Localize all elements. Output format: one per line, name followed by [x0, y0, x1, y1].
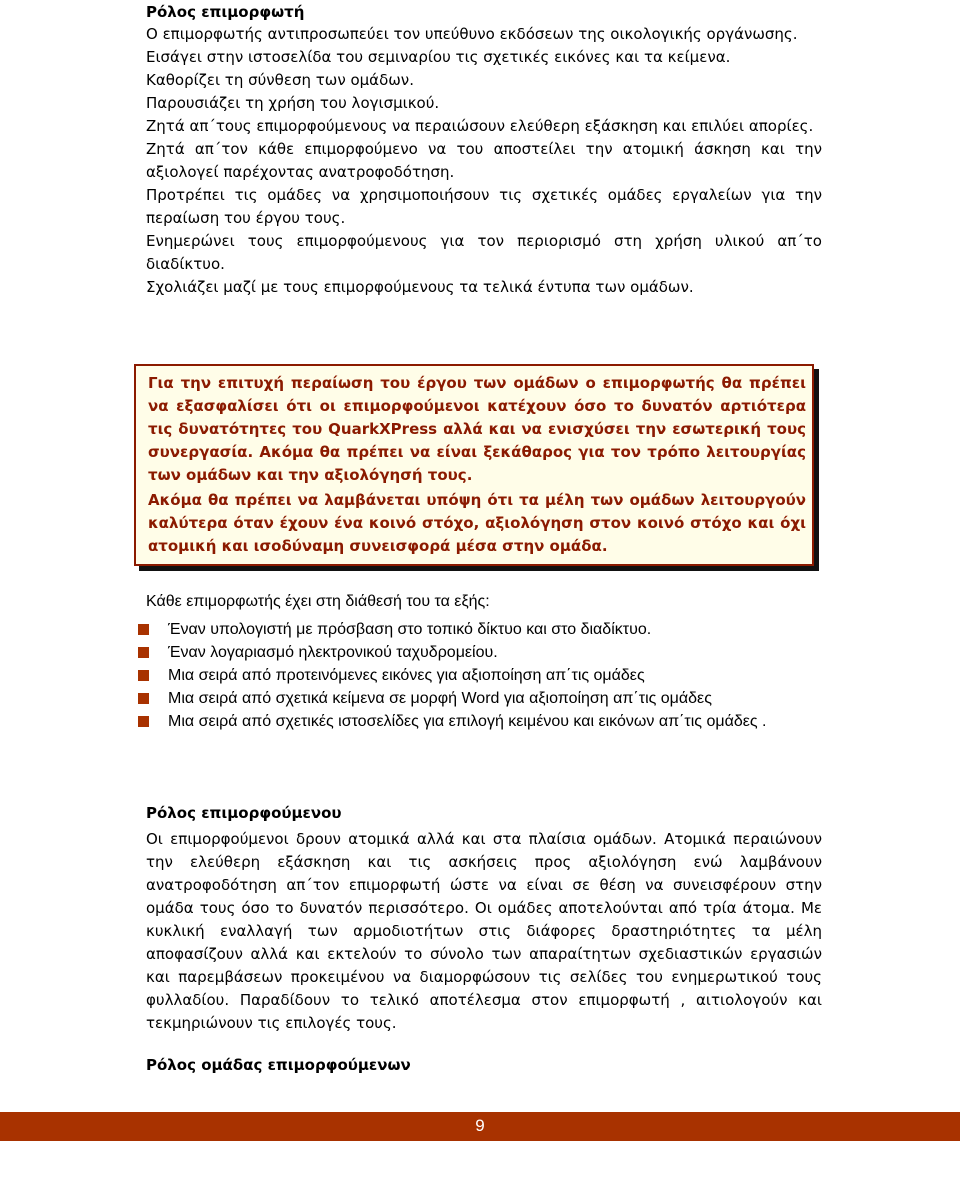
- trainee-group-role-section: [146, 1054, 822, 1076]
- resources-intro: Κάθε επιμορφωτής έχει στη διάθεσή του τα εξής:: [146, 593, 490, 610]
- list-item: [146, 641, 822, 664]
- trainer-role-paragraph: Σχολιάζει μαζί με τους επιμορφούμενους τα τελικά έντυπα των ομάδων.: [146, 278, 694, 296]
- square-bullet-icon: [138, 693, 149, 704]
- list-item-text: Μια σειρά από προτεινόμενες εικόνες για αξιοποίηση απ΄τις ομάδες: [168, 667, 645, 684]
- list-item: [146, 710, 822, 733]
- callout-paragraph: Για την επιτυχή περαίωση του έργου των ομάδων ο επιμορφωτής θα πρέπει να εξασφαλίσει ότι οι επιμορφούμενοι κατέχουν όσο το δυνατόν αρτιότερα τις δυνατότητες του QuarkXPress αλλά και να ενισχύσει την εσωτερική τους συνεργασία. Ακόμα θα πρέπει να είναι ξεκάθαρος για τον τρόπο λειτουργίας των ομάδων και την αξιολόγησή τους.: [148, 374, 806, 484]
- trainer-role-paragraph: Παρουσιάζει τη χρήση του λογισμικού.: [146, 94, 440, 112]
- square-bullet-icon: [138, 716, 149, 727]
- trainer-role-paragraph: Ζητά απ΄τους επιμορφούμενους να περαιώσουν ελεύθερη εξάσκηση και επιλύει απορίες.: [146, 117, 814, 135]
- list-item: [146, 687, 822, 710]
- callout-box: [134, 364, 814, 566]
- list-item: [146, 664, 822, 687]
- square-bullet-icon: [138, 624, 149, 635]
- square-bullet-icon: [138, 670, 149, 681]
- trainer-role-paragraph: Ζητά απ΄τον κάθε επιμορφούμενο να του αποστείλει την ατομική άσκηση και την αξιολογεί παρέχοντας ανατροφοδότηση.: [146, 140, 822, 181]
- callout-paragraph: Ακόμα θα πρέπει να λαμβάνεται υπόψη ότι τα μέλη των ομάδων λειτουργούν καλύτερα όταν έχουν ένα κοινό στόχο, αξιολόγηση στον κοινό στόχο και όχι ατομική και ισοδύναμη συνεισφορά μέσα στην ομάδα.: [148, 491, 806, 555]
- resources-list: [146, 618, 822, 733]
- trainer-role-paragraph: Καθορίζει τη σύνθεση των ομάδων.: [146, 71, 414, 89]
- trainer-role-heading: Ρόλος επιμορφωτή: [146, 3, 305, 21]
- list-item-text: Έναν λογαριασμό ηλεκτρονικού ταχυδρομείου.: [168, 644, 498, 661]
- trainee-role-heading: Ρόλος επιμορφούμενου: [146, 804, 342, 822]
- trainer-resources-section: [146, 590, 822, 733]
- footer-bar: [0, 1112, 960, 1141]
- list-item-text: Μια σειρά από σχετικά κείμενα σε μορφή Word για αξιοποίηση απ΄τις ομάδες: [168, 690, 712, 707]
- list-item: [146, 618, 822, 641]
- trainee-role-section: [146, 802, 822, 1035]
- trainer-role-section: [146, 0, 822, 299]
- trainee-role-body: Οι επιμορφούμενοι δρουν ατομικά αλλά και στα πλαίσια ομάδων. Ατομικά περαιώνουν την ελεύθερη εξάσκηση και τις ασκήσεις προς αξιολόγηση ενώ λαμβάνουν ανατροφοδότηση απ΄τον επιμορφωτή ώστε να είναι σε θέση να συνεισφέρουν στην ομάδα τους όσο το δυνατόν περισσότερο. Οι ομάδες αποτελούνται από τρία άτομα. Με κυκλική εναλλαγή των αρμοδιοτήτων στις διάφορες δραστηριότητες τα μέλη αποφασίζουν αλλά και εκτελούν το σύνολο των απαραίτητων σχεδιαστικών εργασιών και παρεμβάσεων προκειμένου να διαμορφώσουν τις σελίδες του ενημερωτικού τους φυλλαδίου. Παραδίδουν το τελικό αποτέλεσμα στον επιμορφωτή , αιτιολογούν και τεκμηριώνουν τις επιλογές τους.: [146, 830, 822, 1032]
- trainee-group-role-heading: Ρόλος ομάδας επιμορφούμενων: [146, 1056, 411, 1074]
- list-item-text: Έναν υπολογιστή με πρόσβαση στο τοπικό δίκτυο και στο διαδίκτυο.: [168, 621, 652, 638]
- trainer-role-paragraph: Εισάγει στην ιστοσελίδα του σεμιναρίου τις σχετικές εικόνες και τα κείμενα.: [146, 48, 731, 66]
- trainer-role-paragraph: Ενημερώνει τους επιμορφούμενους για τον περιορισμό στη χρήση υλικού απ΄το διαδίκτυο.: [146, 232, 822, 273]
- square-bullet-icon: [138, 647, 149, 658]
- trainer-role-paragraph: Προτρέπει τις ομάδες να χρησιμοποιήσουν τις σχετικές ομάδες εργαλείων για την περαίωση του έργου τους.: [146, 186, 822, 227]
- list-item-text: Μια σειρά από σχετικές ιστοσελίδες για επιλογή κειμένου και εικόνων απ΄τις ομάδες .: [168, 713, 767, 730]
- trainer-role-paragraph: Ο επιμορφωτής αντιπροσωπεύει τον υπεύθυνο εκδόσεων της οικολογικής οργάνωσης.: [146, 25, 798, 43]
- page-number: 9: [475, 1116, 485, 1135]
